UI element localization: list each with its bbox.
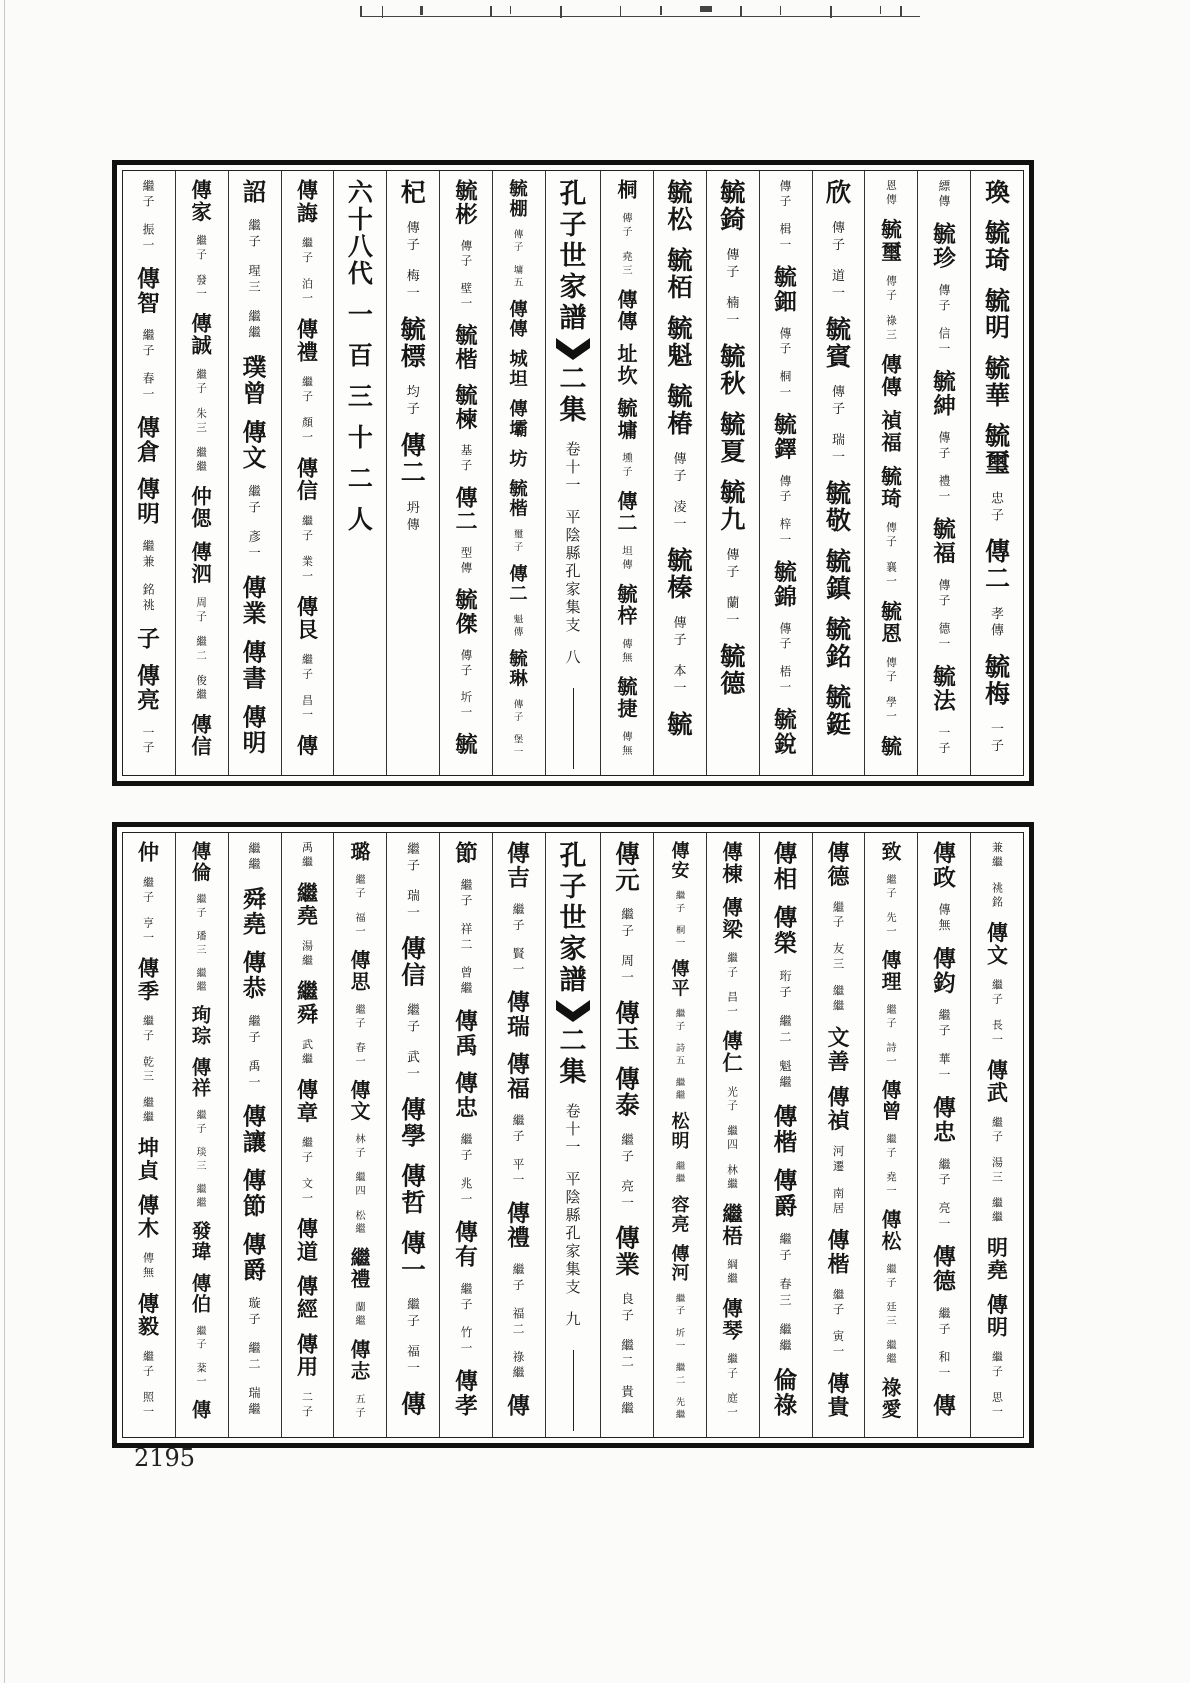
- scan-mark: [360, 6, 362, 16]
- scan-top-marks: [360, 6, 920, 18]
- genealogy-column: [333, 833, 386, 1437]
- genealogy-column: [228, 171, 281, 775]
- center-divider-line: [573, 1350, 574, 1431]
- fishtail-mark: [556, 1000, 590, 1022]
- column-text: 仲 繼 子 亨 一 傳 季 繼 子 乾 三 繼 繼 坤 貞 傳 木 傳 無 傳 毅 繼 子 照 一: [138, 840, 160, 1419]
- column-text: 孔 子 世 家 譜 二 集 卷 十 一 平 陰 縣 孔 家 集 支 八: [556, 179, 590, 680]
- column-text: 毓 松 毓 栢 毓 魁 毓 椿 傳 子 凌 一 毓 榛 傳 子 本 一 毓: [667, 178, 693, 739]
- column-text: 詔 繼 子 瑆 三 繼 繼 璞 曾 傳 文 繼 子 彥 一 傳 業 傳 書 傳 明: [242, 178, 267, 757]
- scan-mark: [900, 6, 902, 16]
- genealogy-column: [281, 171, 334, 775]
- column-text: 傳 德 繼 子 友 三 繼 繼 文 善 傳 禎 河 遷 南 居 傳 楷 繼 子 寅 一 傳 貴: [827, 840, 850, 1420]
- genealogy-column: [333, 171, 386, 775]
- column-text: 傳 政 傳 無 傳 鈞 繼 子 華 一 傳 忠 繼 子 亮 一 傳 德 繼 子 和 一 傳: [932, 840, 956, 1420]
- column-text: 傳 誨 繼 子 泊 一 傳 禮 繼 子 顏 一 傳 信 繼 子 業 一 傳 艮 繼 子 昌 一 傳: [296, 178, 319, 758]
- genealogy-column: [600, 833, 653, 1437]
- upper-panel-columns: [122, 170, 1024, 776]
- genealogy-column: [653, 833, 706, 1437]
- column-text: 毓 棚 傳 子 墉 五 傳 傳 城 坦 傳 壩 坊 毓 楷 璽 子 傳 二 魁 傳 毓 琳 傳 子 堡 一: [509, 178, 529, 759]
- column-text: 傳 倫 繼 子 璠 三 繼 繼 珣 琮 傳 祥 繼 子 琰 三 繼 繼 發 瑋 傳 伯 繼 子 棻 一 傳: [192, 840, 212, 1421]
- column-text: 璐 繼 子 福 一 傳 思 繼 子 春 一 傳 文 林 子 繼 四 松 繼 繼 禮 蘭 繼 傳 志 五 子: [350, 840, 371, 1420]
- genealogy-column: [864, 833, 917, 1437]
- genealogy-column: [706, 171, 759, 775]
- column-text: 傳 棟 傳 梁 繼 子 昌 一 傳 仁 光 子 繼 四 林 繼 繼 梧 綱 繼 傳 琴 繼 子 庭 一: [722, 840, 744, 1419]
- center-divider-line: [573, 688, 574, 769]
- genealogy-column: [600, 171, 653, 775]
- genealogy-column: [175, 171, 228, 775]
- column-text: 繼 子 振 一 傳 智 繼 子 春 一 傳 倉 傳 明 繼 兼 銘 祧 子 傳 亮 一 子: [137, 179, 161, 756]
- center-title-column: [545, 171, 600, 775]
- scan-mark: [360, 16, 920, 17]
- column-text: 傳 家 繼 子 發 一 傳 誠 繼 子 朱 三 繼 繼 仲 偲 傳 泗 周 子 繼 二 俊 繼 傳 信: [191, 178, 213, 759]
- scan-mark: [880, 6, 881, 14]
- column-text: 瑍 毓 琦 毓 明 毓 華 毓 璽 忠 子 傳 二 孝 傳 毓 梅 一 子: [984, 178, 1010, 755]
- lower-genealogy-panel: [112, 822, 1034, 1448]
- column-text: 孔 子 世 家 譜 二 集 卷 十 一 平 陰 縣 孔 家 集 支 九: [556, 841, 590, 1342]
- genealogy-column: [492, 171, 545, 775]
- genealogy-column: [759, 171, 812, 775]
- column-text: 恩 傳 毓 璽 傳 子 祿 三 傳 傳 禎 福 毓 琦 傳 子 襄 一 毓 恩 傳 子 學 一 毓: [881, 179, 902, 759]
- genealogy-column: [175, 833, 228, 1437]
- center-title-column: [545, 833, 600, 1437]
- genealogy-column: [812, 171, 865, 775]
- column-text: 繼 繼 舜 堯 傳 恭 繼 子 禹 一 傳 讓 傳 節 傳 爵 璇 子 繼 二 瑞 繼: [242, 841, 267, 1417]
- lower-panel-columns: [122, 832, 1024, 1438]
- column-text: 傳 相 傳 榮 珩 子 繼 二 魁 繼 傳 楷 傳 爵 繼 子 春 三 繼 繼 倫 祿: [773, 840, 798, 1419]
- genealogy-column: [706, 833, 759, 1437]
- genealogy-column: [653, 171, 706, 775]
- scan-mark: [660, 6, 662, 15]
- genealogy-column: [917, 171, 970, 775]
- column-text: 毓 錡 傳 子 楠 一 毓 秋 毓 夏 毓 九 傳 子 蘭 一 毓 德: [720, 178, 746, 698]
- scan-mark: [700, 6, 712, 12]
- column-text: 六 十 八 代 一 百 三 十 二 人: [347, 178, 373, 534]
- genealogy-column: [228, 833, 281, 1437]
- upper-genealogy-panel: [112, 160, 1034, 786]
- scan-mark: [420, 6, 423, 15]
- genealogy-column: [123, 833, 175, 1437]
- genealogy-column: [281, 833, 334, 1437]
- page-number: 2195: [134, 1444, 196, 1472]
- genealogy-column: [123, 171, 175, 775]
- column-text: 毓 彬 傳 子 壁 一 毓 楷 毓 楝 基 子 傳 二 型 傳 毓 傑 傳 子 圻 一 毓: [455, 178, 478, 758]
- column-text: 傳 子 楫 一 毓 鈿 傳 子 桐 一 毓 鐸 傳 子 梓 一 毓 錦 傳 子 梧 一 毓 銳: [774, 179, 797, 758]
- genealogy-column: [812, 833, 865, 1437]
- genealogy-column: [386, 171, 439, 775]
- genealogy-column: [439, 833, 492, 1437]
- column-text: 兼 繼 祧 銘 傳 文 繼 子 長 一 傳 武 繼 子 湯 三 繼 繼 明 堯 傳 明 繼 子 思 一: [986, 841, 1008, 1419]
- column-text: 致 繼 子 先 一 傳 理 繼 子 詩 一 傳 曾 繼 子 堯 一 傳 松 繼 子 廷 三 繼 繼 祿 愛: [881, 840, 902, 1421]
- scan-mark: [510, 6, 511, 14]
- scan-mark: [620, 6, 621, 16]
- fishtail-mark: [556, 338, 590, 360]
- column-text: 節 繼 子 祥 二 曾 繼 傳 禹 傳 忠 繼 子 兆 一 傳 有 繼 子 竹 一 傳 孝: [454, 840, 478, 1420]
- column-text: 桐 傳 子 堯 三 傳 傳 址 坎 毓 墉 壎 子 傳 二 坦 傳 毓 梓 傳 無 毓 捷 傳 無: [617, 178, 638, 757]
- column-text: 傳 元 繼 子 周 一 傳 玉 傳 泰 繼 子 亮 一 傳 業 良 子 繼 二 貴 繼: [615, 840, 640, 1417]
- scan-mark: [780, 6, 781, 15]
- genealogy-column: [759, 833, 812, 1437]
- column-text: 縹 傳 毓 珍 傳 子 信 一 毓 紳 傳 子 禮 一 毓 福 傳 子 德 一 毓 法 一 子: [932, 179, 956, 756]
- genealogy-column: [970, 833, 1023, 1437]
- column-text: 欣 傳 子 道 一 毓 賓 傳 子 瑞 一 毓 敬 毓 鎮 毓 銘 毓 鋌: [826, 178, 852, 739]
- genealogy-column: [386, 833, 439, 1437]
- genealogy-column: [492, 833, 545, 1437]
- column-text: 禹 繼 繼 堯 湯 繼 繼 舜 武 繼 傳 章 繼 子 文 一 傳 道 傳 經 傳 用 二 子: [296, 841, 319, 1419]
- genealogy-column: [970, 171, 1023, 775]
- genealogy-column: [439, 171, 492, 775]
- column-text: 杞 傳 子 梅 一 毓 標 均 子 傳 二 坍 傳: [400, 178, 426, 533]
- column-text: 傳 安 繼 子 桐 一 傳 平 繼 子 詩 五 繼 繼 松 明 繼 繼 容 亮 傳 河 繼 子 圻 一 繼 二 先 繼: [671, 840, 690, 1421]
- column-text: 傳 吉 繼 子 賢 一 傳 瑞 傳 福 繼 子 平 一 傳 禮 繼 子 福 二 祿 繼 傳: [507, 840, 531, 1420]
- scan-edge-line: [4, 0, 5, 1683]
- genealogy-column: [864, 171, 917, 775]
- column-text: 繼 子 瑞 一 傳 信 繼 子 武 一 傳 學 傳 哲 傳 一 繼 子 福 一 傳: [400, 841, 426, 1419]
- genealogy-column: [917, 833, 970, 1437]
